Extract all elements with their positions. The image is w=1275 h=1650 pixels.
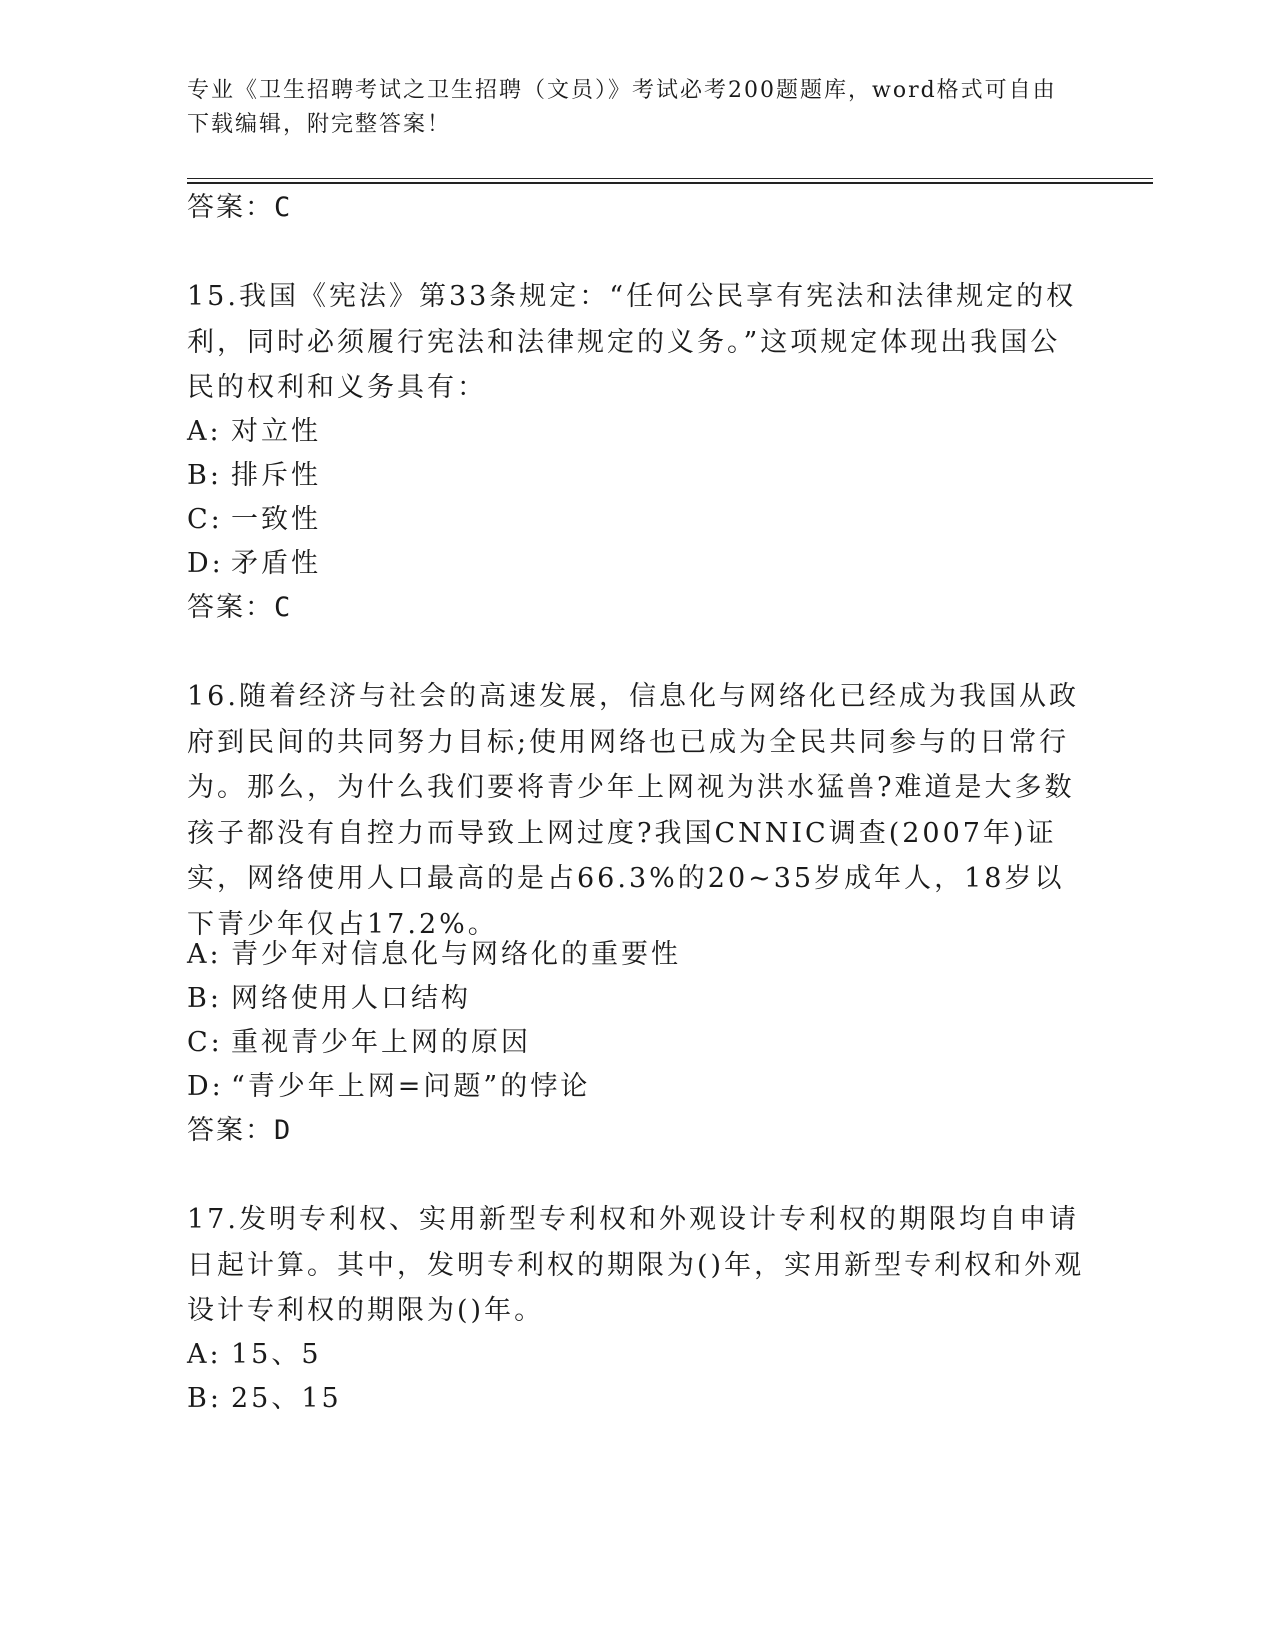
option-text: 重视青少年上网的原因 <box>231 1027 531 1058</box>
option-key: A: <box>187 939 222 970</box>
option-key: A: <box>187 416 222 447</box>
option-key: A: <box>187 1339 222 1370</box>
answer-label: 答案： <box>187 1115 274 1146</box>
question-15-option-c <box>187 497 321 536</box>
option-key: D: <box>187 548 224 579</box>
option-key: C: <box>187 1027 223 1058</box>
question-15-option-a <box>187 409 321 448</box>
answer-value: C <box>274 592 293 623</box>
option-text: 25、15 <box>231 1383 342 1414</box>
option-text: 对立性 <box>231 416 321 447</box>
option-text: 网络使用人口结构 <box>231 983 471 1014</box>
header-divider-thin <box>187 178 1153 179</box>
header-divider-thick <box>187 182 1153 184</box>
option-key: B: <box>187 983 222 1014</box>
option-text: 一致性 <box>231 504 321 535</box>
option-key: B: <box>187 460 222 491</box>
question-16-text: 16.随着经济与社会的高速发展，信息化与网络化已经成为我国从政府到民间的共同努力目标;使用网络也已成为全民共同参与的日常行为。那么，为什么我们要将青少年上网视为洪水猛兽?难道是大多数孩子都没有自控力而导致上网过度?我国CNNIC调查(2007年)证实，网络使用人口最高的是占66.3%的20~35岁成年人，18岁以下青少年仅占17.2%。 <box>187 681 1079 940</box>
answer-label: 答案： <box>187 592 274 623</box>
document-header: 专业《卫生招聘考试之卫生招聘（文员）》考试必考200题题库，word格式可自由下载编辑，附完整答案！ <box>187 78 1057 137</box>
question-16-option-a <box>187 932 681 971</box>
option-text: 青少年对信息化与网络化的重要性 <box>231 939 681 970</box>
question-16-option-c <box>187 1020 531 1059</box>
option-text: “青少年上网=问题”的悖论 <box>231 1071 591 1102</box>
question-17-text: 17.发明专利权、实用新型专利权和外观设计专利权的期限均自申请日起计算。其中，发明专利权的期限为()年，实用新型专利权和外观设计专利权的期限为()年。 <box>187 1204 1085 1326</box>
answer-value: C <box>274 192 293 223</box>
answer-line-prev <box>187 185 292 224</box>
question-17-option-a <box>187 1332 322 1371</box>
answer-label: 答案： <box>187 192 274 223</box>
question-15-text: 15.我国《宪法》第33条规定：“任何公民享有宪法和法律规定的权利，同时必须履行宪法和法律规定的义务。”这项规定体现出我国公民的权利和义务具有： <box>187 281 1077 403</box>
option-key: B: <box>187 1383 222 1414</box>
question-16-option-b <box>187 976 471 1015</box>
answer-line-16 <box>187 1108 292 1147</box>
question-17-option-b <box>187 1376 342 1415</box>
option-key: C: <box>187 504 223 535</box>
option-key: D: <box>187 1071 224 1102</box>
option-text: 排斥性 <box>231 460 321 491</box>
option-text: 矛盾性 <box>231 548 321 579</box>
question-15-option-b <box>187 453 321 492</box>
answer-line-15 <box>187 585 292 624</box>
option-text: 15、5 <box>231 1339 322 1370</box>
question-16-option-d <box>187 1064 590 1103</box>
question-15-option-d <box>187 541 321 580</box>
answer-value: D <box>274 1115 293 1146</box>
